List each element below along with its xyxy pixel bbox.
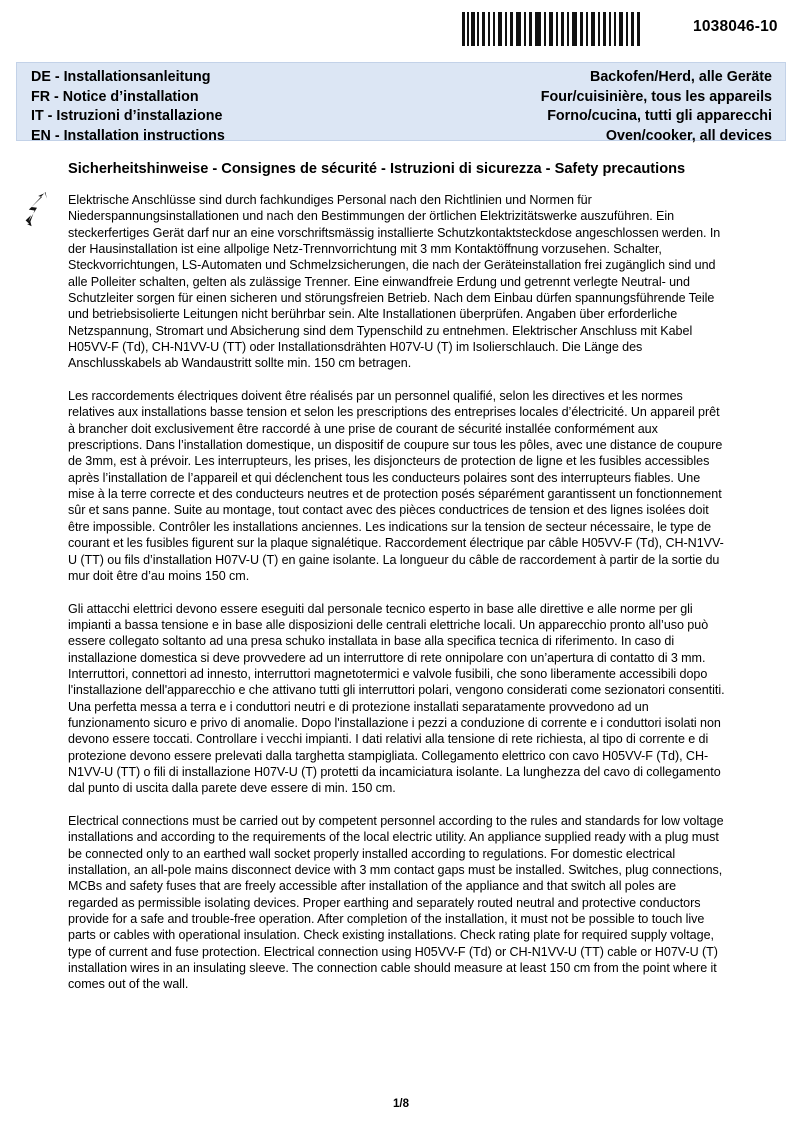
language-row-de-product: Backofen/Herd, alle Geräte bbox=[590, 69, 772, 85]
lightning-bolt-icon bbox=[22, 190, 56, 228]
safety-text-column bbox=[68, 192, 729, 993]
paragraph-it: Gli attacchi elettrici devono essere eseguiti dal personale tecnico esperto in base alle direttive e alle norme per gli impianti a bassa tensione e in base alle disposizioni delle centrali elettriche locali. Un apparecchio pronto all’uso può essere collegato soltanto ad una presa schuko installata in base alla specifica tecnica di riferimento. In caso di installazione domestica si deve provvedere ad un interruttore di rete onnipolare con un’apertura di contatto di 3 mm. Interruttori, connettori ad innesto, interruttori magnetotermici e valvole fusibili, che sono liberamente accessibili dopo l'installazione dell'apparecchio e che attivano tutti gli interruttori polari, vengono considerati come sezionatori consentiti. Una perfetta messa a terra e i conduttori neutri e di protezione installati separatamente provvedono ad un funzionamento sicuro e privo di anomalie. Dopo l'installazione i pezzi a conduzione di corrente e i conduttori isolati non devono essere toccati. Controllare i vecchi impianti. I dati relativi alla tensione di rete richiesta, al tipo di corrente e di protezione devono essere prelevati dalla targhetta stampigliata. Collegamento elettrico con cavo H05VV-F (Td), CH-N1VV-U (TT) o fili di installazione H07V-U (T) protetti da incamiciatura isolante. La lunghezza del cavo di collegamento dal punto di uscita dalla parete deve essere di min. 150 cm. bbox=[68, 601, 725, 796]
document-number: 1038046-10 bbox=[693, 18, 778, 35]
language-row-fr-product: Four/cuisinière, tous les appareils bbox=[540, 88, 772, 105]
language-row-de-title: DE - Installationsanleitung bbox=[31, 69, 211, 85]
language-row-en bbox=[17, 127, 785, 147]
language-row-it bbox=[17, 107, 785, 127]
language-row-de bbox=[17, 68, 785, 88]
language-row-it-title: IT - Istruzioni d’installazione bbox=[31, 108, 223, 124]
language-row-en-title: EN - Installation instructions bbox=[31, 127, 225, 144]
language-row-fr bbox=[17, 88, 785, 108]
language-header-panel bbox=[16, 62, 786, 144]
barcode-icon bbox=[462, 12, 642, 46]
paragraph-en: Electrical connections must be carried out by competent personnel according to the rules and standards for low voltage installations and according to the requirements of the local electric utility. An appliance supplied ready with a plug must be connected only to an earthed wall socket properly installed according to regulations. For domestic electrical installation, an all-pole mains disconnect device with 3 mm contact gaps must be installed. Switches, plug connections, MCBs and safety fuses that are freely accessible after installation of the appliance and that switch all poles are regarded as permissible isolating devices. Proper earthing and separately routed neutral and protective conductors provide for a safe and trouble-free operation. After completion of the installation, it must not be possible to touch live parts or cables with operational insulation. Check existing installations. Check rating plate for required supply voltage, type of current and fuse protection. Electrical connection using H05VV-F (Td) or CH-N1VV-U (TT) cable or H07V-U (T) installation wires in an insulating sleeve. The connection cable should measure at least 150 cm from the point where it comes out of the wall. bbox=[68, 813, 724, 992]
language-row-it-product: Forno/cucina, tutti gli apparecchi bbox=[547, 108, 772, 124]
language-row-en-product: Oven/cooker, all devices bbox=[605, 127, 772, 144]
paragraph-fr: Les raccordements électriques doivent être réalisés par un personnel qualifié, selon les directives et les normes relatives aux installations basse tension et selon les prescriptions des entreprises locales d’électricité. Un appareil prêt à brancher doit exclusivement être raccordé à une prise de courant de sécurité installée conformément aux prescriptions. Dans l’installation domestique, un dispositif de coupure sur tous les pôles, avec une distance de coupure de 3mm, est à prévoir. Les interrupteurs, les prises, les disjoncteurs de protection de ligne et les fusibles accessibles après l’installation de l’appareil et qui déclenchent tous les conducteurs polaires sont des interrupteurs fiables. Une mise à la terre correcte et des conducteurs neutres et de protection posés séparément garantissent un fonctionnement sûr et sans panne. Suite au montage, tout contact avec des pièces conductrices de tension et des lignes isolées doit être impossible. Contrôler les installations anciennes. Les indications sur la tension de secteur nécessaire, le type de courant et les fusibles figurent sur la plaque signalétique. Raccordement électrique par câble H05VV-F (Td), CH-N1VV-U (TT) ou fils d’installation H07V-U (T) en gaine isolante. La longueur du câble de raccordement à partir de la sortie du mur doit être d’au moins 150 cm. bbox=[68, 389, 724, 583]
page-number: 1/8 bbox=[393, 1098, 409, 1110]
section-title: Sicherheitshinweise - Consignes de sécurité - Istruzioni di sicurezza - Safety precautions bbox=[68, 161, 686, 177]
language-row-fr-title: FR - Notice d’installation bbox=[31, 88, 199, 105]
paragraph-de: Elektrische Anschlüsse sind durch fachkundiges Personal nach den Richtlinien und Normen für Niederspannungsinstallationen und nach den Bestimmungen der örtlichen Elektrizitätswerke auszuführen. Ein steckerfertiges Gerät darf nur an eine vorschriftsmässig installierte Schutzkontaktsteckdose angeschlossen werden. In der Hausinstallation ist eine allpolige Netz-Trennvorrichtung mit 3 mm Kontaktöffnung vorzusehen. Schalter, Steckvorrichtungen, LS-Automaten und Schmelzsicherungen, die nach der Geräteinstallation frei zugänglich sind und alle Polleiter schalten, gelten als zulässige Trenner. Eine einwandfreie Erdung und getrennt verlegte Neutral- und Schutzleiter sorgen für einen sicheren und störungsfreien Betrieb. Nach dem Einbau dürfen spannungsführende Teile und betriebsisolierte Leitungen nicht berührbar sein. Alte Installationen überprüfen. Angaben über erforderliche Netzspannung, Stromart und Absicherung sind dem Typenschild zu entnehmen. Elektrischer Anschluss mit Kabel H05VV-F (Td), CH-N1VV-U (TT) oder Installationsdrähten H07V-U (T) im Isolierschlauch. Die Länge des Anschlusskabels ab Wandaustritt sollte min. 150 cm betragen. bbox=[68, 193, 721, 371]
document-header-bar bbox=[0, 12, 802, 48]
